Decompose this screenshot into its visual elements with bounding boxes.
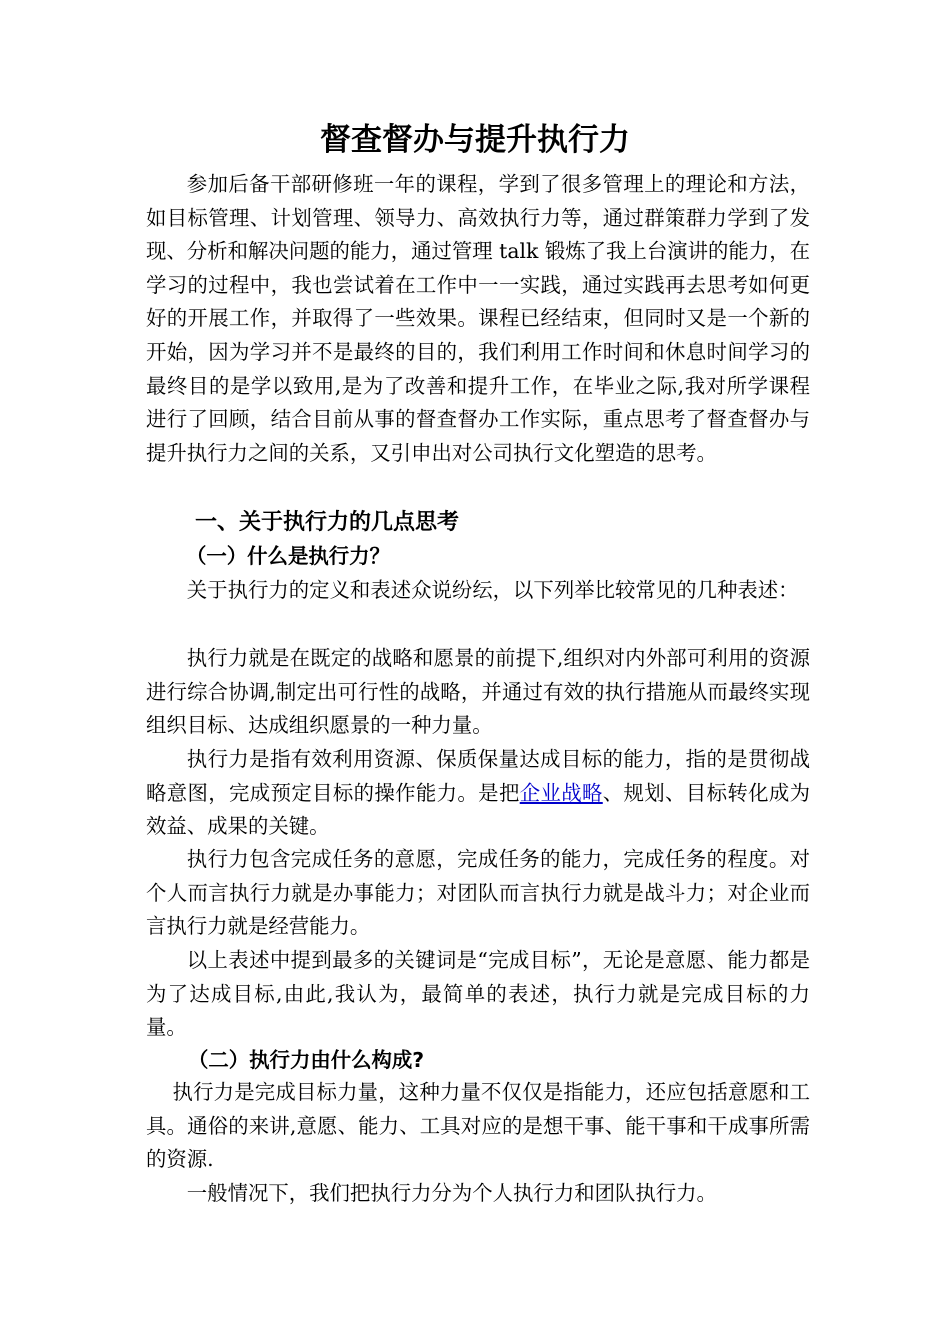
section-heading: 一、关于执行力的几点思考 xyxy=(195,510,460,535)
paragraph: 以上表述中提到最多的关键词是“完成目标”，无论是意愿、能力都是为了达成目标,由此,我认为，最简单的表述，执行力就是完成目标的力量。 xyxy=(146,948,810,1040)
paragraph xyxy=(146,743,810,844)
paragraph: 一般情况下，我们把执行力分为个人执行力和团队执行力。 xyxy=(186,1181,717,1205)
paragraph: 执行力就是在既定的战略和愿景的前提下,组织对内外部可利用的资源进行综合协调,制定出可行性的战略，并通过有效的执行措施从而最终实现组织目标、达成组织愿景的一种力量。 xyxy=(146,646,810,738)
paragraph-text: 执行力是指有效利用资源、保质保量达成目标的能力，指的是贯彻战略意图，完成预定目标的操作能力。是把 xyxy=(146,747,810,805)
paragraph: 执行力是完成目标力量，这种力量不仅仅是指能力，还应包括意愿和工具。通俗的来讲,意愿、能力、工具对应的是想干事、能干事和干成事所需的资源. xyxy=(146,1080,810,1172)
paragraph: 关于执行力的定义和表述众说纷纭，以下列举比较常见的几种表述： xyxy=(186,578,799,602)
paragraph-text: 、规划、目标转化成为效益、成果的关键。 xyxy=(146,780,811,839)
subsection-heading: （二）执行力由什么构成? xyxy=(188,1048,425,1072)
subsection-heading: （一）什么是执行力？ xyxy=(186,544,390,568)
enterprise-strategy-link[interactable]: 企业战略 xyxy=(519,780,603,805)
intro-paragraph: 参加后备干部研修班一年的课程，学到了很多管理上的理论和方法，如目标管理、计划管理、领导力、高效执行力等，通过群策群力学到了发现、分析和解决问题的能力，通过管理 talk 锻炼了我上台演讲的能力，在学习的过程中，我也尝试着在工作中一一实践，通过实践再去思考如何更好的开展工作，并取得了一些效果。课程已经结束，但同时又是一个新的开始，因为学习并不是最终的目的，我们利用工作时间和休息时间学习的最终目的是学以致用,是为了改善和提升工作，在毕业之际,我对所学课程进行了回顾，结合目前从事的督查督办工作实际，重点思考了督查督办与提升执行力之间的关系，又引申出对公司执行文化塑造的思考。 xyxy=(146,172,810,465)
paragraph: 执行力包含完成任务的意愿，完成任务的能力，完成任务的程度。对个人而言执行力就是办事能力；对团队而言执行力就是战斗力；对企业而言执行力就是经营能力。 xyxy=(146,847,810,939)
page-title: 督查督办与提升执行力 xyxy=(320,122,630,158)
